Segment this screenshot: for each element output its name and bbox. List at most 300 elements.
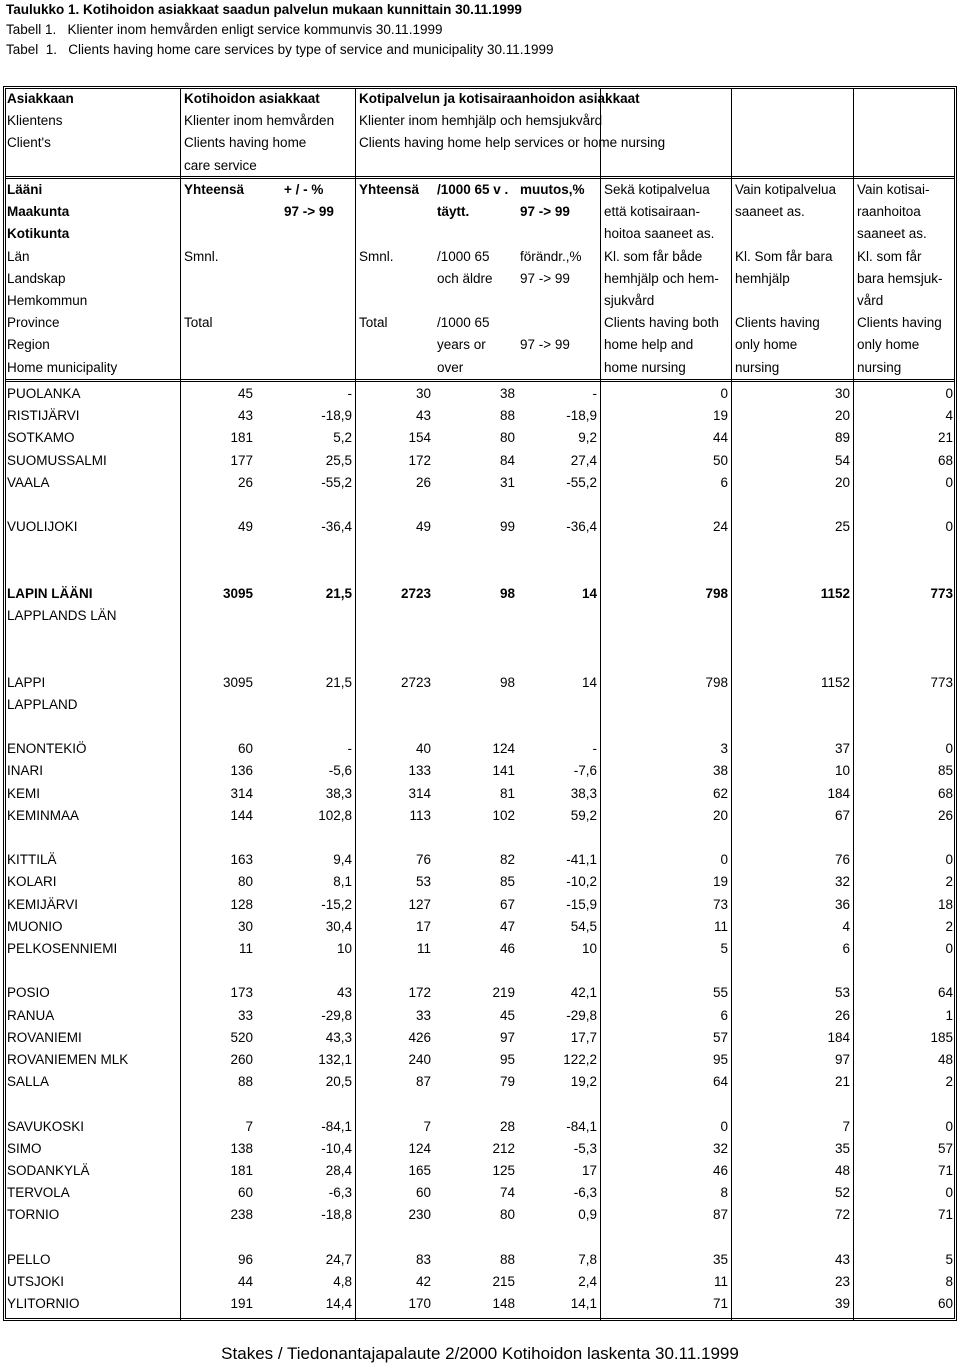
group-header-col1: Asiakkaan: [7, 91, 74, 106]
table-cell: 42: [415, 1274, 431, 1289]
table-cell: 45: [499, 1007, 515, 1023]
row-name: MUONIO: [7, 918, 63, 934]
table-cell: 7,8: [578, 1251, 597, 1267]
table-cell: 128: [230, 896, 253, 912]
table-cell: 2723: [400, 585, 431, 601]
table-cell: 0,9: [578, 1207, 597, 1223]
table-cell: 26: [834, 1007, 850, 1023]
table-cell: 36: [834, 896, 850, 912]
column-header-c7: nursing: [735, 359, 780, 375]
row-name: SALLA: [7, 1074, 50, 1090]
table-cell: -29,8: [321, 1007, 352, 1023]
table-cell: 60: [237, 741, 253, 757]
table-cell: 71: [937, 1207, 953, 1223]
footer-source: Stakes / Tiedonantajapalaute 2/2000 Kotihoidon laskenta 30.11.1999: [221, 1344, 739, 1363]
table-cell: 0: [945, 519, 953, 535]
column-header-region: Region: [7, 337, 50, 353]
table-cell: 88: [237, 1074, 253, 1090]
table-cell: -36,4: [566, 519, 597, 535]
table-cell: 24: [712, 519, 728, 535]
table-cell: 26: [237, 474, 253, 490]
column-header-c2: 97 -> 99: [284, 204, 334, 220]
table-cell: 0: [945, 386, 953, 401]
table-cell: 215: [492, 1274, 515, 1289]
table-cell: -15,9: [566, 896, 597, 912]
table-cell: 7: [245, 1118, 253, 1134]
table-cell: -6,3: [328, 1185, 352, 1201]
column-header-c8: Kl. som får: [857, 248, 922, 264]
column-header-c6: että kotisairaan-: [604, 204, 701, 220]
table-cell: 181: [230, 430, 253, 446]
table-cell: -15,2: [321, 896, 352, 912]
table-cell: 49: [237, 519, 253, 535]
row-name-secondary: LAPPLAND: [7, 696, 78, 712]
table-cell: 17: [581, 1163, 597, 1178]
table-cell: 85: [499, 874, 515, 890]
table-cell: 21: [834, 1074, 850, 1090]
column-header-c2: + / - %: [284, 182, 324, 197]
table-cell: 30: [237, 918, 253, 934]
table-cell: 23: [834, 1274, 850, 1289]
row-name: ROVANIEMEN MLK: [7, 1052, 129, 1067]
column-header-c4: over: [437, 359, 464, 375]
table-cell: 184: [827, 1029, 850, 1045]
table-cell: 49: [415, 519, 431, 535]
table-cell: 53: [834, 985, 850, 1001]
table-cell: 27,4: [570, 452, 597, 468]
table-cell: 10: [336, 941, 352, 956]
column-header-c8: bara hemsjuk-: [857, 270, 943, 286]
table-cell: 76: [834, 852, 850, 868]
table-cell: -10,4: [321, 1140, 352, 1156]
column-divider: [853, 88, 854, 1321]
table-cell: -7,6: [573, 763, 597, 779]
table-cell: -: [592, 386, 597, 401]
table-cell: 133: [408, 763, 431, 779]
group-header-col2: Clients having home: [184, 135, 307, 151]
column-header-c6: Sekä kotipalvelua: [604, 182, 710, 197]
column-header-region: Home municipality: [7, 359, 118, 375]
table-cell: 191: [230, 1296, 253, 1312]
column-header-c3: Yhteensä: [359, 182, 420, 197]
table-cell: 5: [720, 941, 728, 956]
column-header-c1: Yhteensä: [184, 182, 245, 197]
table-cell: 99: [499, 519, 515, 535]
table-cell: 7: [842, 1118, 850, 1134]
table-cell: -5,6: [328, 763, 352, 779]
column-header-c4: och äldre: [437, 270, 493, 286]
table-cell: 798: [705, 674, 728, 690]
table-cell: 2: [945, 874, 953, 890]
table-cell: 57: [937, 1140, 953, 1156]
table-cell: 80: [499, 1207, 515, 1223]
column-header-c5: 97 -> 99: [520, 270, 570, 286]
table-cell: 127: [408, 896, 431, 912]
table-cell: -10,2: [566, 874, 597, 890]
column-header-c5: 97 -> 99: [520, 337, 570, 353]
row-name: KOLARI: [7, 874, 57, 890]
column-header-c5: 97 -> 99: [520, 204, 570, 220]
table-cell: 40: [415, 741, 431, 757]
table-cell: 4: [842, 918, 850, 934]
table-cell: 0: [945, 741, 953, 757]
column-header-c6: hemhjälp och hem-: [604, 270, 719, 286]
table-cell: 17,7: [570, 1029, 597, 1045]
title-finnish: Taulukko 1. Kotihoidon asiakkaat saadun palvelun mukaan kunnittain 30.11.1999: [6, 2, 522, 17]
table-cell: 8,1: [333, 874, 352, 890]
table-cell: 43,3: [325, 1029, 352, 1045]
table-cell: 95: [499, 1052, 515, 1067]
table-cell: 17: [415, 918, 431, 934]
table-cell: 30: [834, 386, 850, 401]
row-name: KEMI: [7, 785, 41, 801]
table-cell: 96: [237, 1251, 253, 1267]
table-cell: 2: [945, 918, 953, 934]
table-cell: 35: [712, 1251, 728, 1267]
table-cell: 30,4: [325, 918, 352, 934]
column-header-c7: Kl. Som får bara: [735, 248, 833, 264]
table-cell: 74: [499, 1185, 515, 1201]
table-cell: 18: [937, 896, 953, 912]
table-cell: 80: [237, 874, 253, 890]
column-header-c4: täytt.: [437, 204, 470, 220]
table-cell: -29,8: [566, 1007, 597, 1023]
column-header-c6: Kl. som får både: [604, 248, 703, 264]
table-cell: 43: [415, 408, 431, 424]
table-cell: 185: [930, 1029, 953, 1045]
table-cell: 240: [408, 1052, 431, 1067]
table-cell: 57: [712, 1029, 728, 1045]
table-cell: 102,8: [318, 807, 352, 823]
table-cell: 141: [492, 763, 515, 779]
row-name: SIMO: [7, 1140, 42, 1156]
table-cell: 45: [237, 386, 253, 401]
table-cell: 1: [945, 1007, 953, 1023]
table-cell: 87: [712, 1207, 728, 1223]
table-cell: -36,4: [321, 519, 352, 535]
table-cell: 68: [937, 452, 953, 468]
table-cell: 80: [499, 430, 515, 446]
table-cell: 97: [834, 1052, 850, 1067]
table-cell: 10: [834, 763, 850, 779]
table-cell: 26: [415, 474, 431, 490]
table-cell: 102: [492, 807, 515, 823]
table-cell: 219: [492, 985, 515, 1001]
column-header-c7: Vain kotipalvelua: [735, 182, 837, 197]
table-cell: 38,3: [570, 785, 597, 801]
table-cell: 163: [230, 852, 253, 868]
table-cell: 72: [834, 1207, 850, 1223]
table-cell: 71: [937, 1163, 953, 1178]
table-cell: 7: [423, 1118, 431, 1134]
column-header-region: Län: [7, 248, 30, 264]
table-cell: 20: [712, 807, 728, 823]
table-cell: 60: [415, 1185, 431, 1201]
table-cell: 35: [834, 1140, 850, 1156]
table-cell: 33: [237, 1007, 253, 1023]
table-cell: 83: [415, 1251, 431, 1267]
row-name: TORNIO: [7, 1207, 60, 1223]
header-body-separator: [5, 379, 955, 382]
table-cell: 8: [720, 1185, 728, 1201]
table-cell: 32: [834, 874, 850, 890]
table-cell: 0: [720, 852, 728, 868]
table-cell: 81: [499, 785, 515, 801]
table-cell: 88: [499, 1251, 515, 1267]
table-cell: 124: [408, 1140, 431, 1156]
table-cell: -: [347, 386, 352, 401]
table-cell: 11: [713, 1274, 728, 1289]
table-cell: 0: [945, 474, 953, 490]
table-cell: 31: [499, 474, 515, 490]
table-cell: 14: [581, 585, 597, 601]
row-name-secondary: LAPPLANDS LÄN: [7, 608, 117, 623]
row-name: YLITORNIO: [7, 1296, 80, 1312]
column-header-c7: Clients having: [735, 315, 820, 331]
table-cell: 28: [499, 1118, 515, 1134]
table-cell: 68: [937, 785, 953, 801]
table-cell: -18,9: [321, 408, 352, 424]
table-cell: 48: [937, 1052, 953, 1067]
row-name: TERVOLA: [7, 1185, 70, 1201]
row-name: POSIO: [7, 985, 50, 1001]
table-cell: 230: [408, 1207, 431, 1223]
table-cell: 798: [705, 585, 728, 601]
column-header-c5: muutos,%: [520, 182, 585, 197]
title-swedish: Tabell 1. Klienter inom hemvården enligt service kommunvis 30.11.1999: [6, 22, 443, 37]
column-header-c7: saaneet as.: [735, 204, 805, 220]
table-cell: 6: [720, 474, 728, 490]
column-header-region: Province: [7, 315, 60, 331]
row-name: SOTKAMO: [7, 430, 75, 446]
table-cell: 55: [712, 985, 728, 1001]
table-cell: 238: [230, 1207, 253, 1223]
table-cell: 260: [230, 1052, 253, 1067]
table-cell: 173: [230, 985, 253, 1001]
table-cell: 14,4: [325, 1296, 352, 1312]
table-cell: 98: [499, 585, 515, 601]
table-cell: -55,2: [566, 474, 597, 490]
table-cell: 124: [492, 741, 515, 757]
table-cell: 172: [408, 452, 431, 468]
column-header-c4: /1000 65: [437, 315, 490, 331]
table-cell: 4: [945, 408, 953, 424]
column-header-c7: only home: [735, 337, 798, 353]
table-cell: 4,8: [333, 1274, 352, 1289]
table-cell: 773: [930, 585, 953, 601]
table-cell: 47: [499, 918, 515, 934]
row-name: KITTILÄ: [7, 852, 57, 868]
column-header-c8: only home: [857, 337, 920, 353]
table-cell: 24,7: [325, 1251, 352, 1267]
table-cell: 64: [712, 1074, 728, 1090]
table-cell: 42,1: [570, 985, 597, 1001]
table-cell: 136: [230, 763, 253, 779]
row-name: ENONTEKIÖ: [7, 741, 87, 757]
table-cell: 54: [834, 452, 850, 468]
group-header-col2: care service: [184, 157, 257, 173]
table-cell: 19: [712, 408, 728, 424]
table-cell: 165: [408, 1163, 431, 1178]
table-cell: 50: [712, 452, 728, 468]
table-cell: 43: [237, 408, 253, 424]
table-cell: 64: [937, 985, 953, 1001]
table-cell: -84,1: [566, 1118, 597, 1134]
column-header-c4: years or: [437, 337, 486, 353]
table-cell: 2,4: [578, 1274, 597, 1289]
column-header-c6: hoitoa saaneet as.: [604, 226, 715, 242]
table-cell: 8: [945, 1274, 953, 1289]
table-cell: 314: [408, 785, 431, 801]
table-cell: 20,5: [325, 1074, 352, 1090]
row-name: PELKOSENNIEMI: [7, 941, 118, 956]
table-cell: 314: [230, 785, 253, 801]
row-name: PUOLANKA: [7, 386, 81, 401]
row-name: RISTIJÄRVI: [7, 408, 80, 424]
group-header-col3: Clients having home help services or home nursing: [359, 135, 666, 151]
table-cell: 87: [415, 1074, 431, 1090]
column-header-c4: /1000 65: [437, 248, 490, 264]
table-cell: 138: [230, 1140, 253, 1156]
table-cell: 19: [712, 874, 728, 890]
table-cell: 14: [581, 674, 597, 690]
title-english: Tabel 1. Clients having home care services by type of service and municipality 30.11.1999: [6, 42, 554, 57]
row-name: INARI: [7, 763, 44, 779]
table-cell: 21: [937, 430, 953, 446]
table-cell: 0: [720, 386, 728, 401]
table-cell: 62: [712, 785, 728, 801]
table-cell: 5: [945, 1251, 953, 1267]
table-cell: 46: [712, 1163, 728, 1178]
table-cell: 125: [492, 1163, 515, 1178]
row-name: KEMINMAA: [7, 807, 80, 823]
row-name: SUOMUSSALMI: [7, 452, 107, 468]
table-cell: 44: [237, 1274, 253, 1289]
table-cell: 9,2: [578, 430, 597, 446]
table-cell: 38: [712, 763, 728, 779]
table-cell: 19,2: [570, 1074, 597, 1090]
row-name: UTSJOKI: [7, 1274, 65, 1289]
table-cell: 71: [712, 1296, 728, 1312]
table-cell: 67: [499, 896, 515, 912]
table-cell: -18,9: [566, 408, 597, 424]
table-cell: 181: [230, 1163, 253, 1178]
table-cell: 89: [834, 430, 850, 446]
table-cell: 20: [834, 408, 850, 424]
column-header-c8: Clients having: [857, 315, 942, 331]
table-cell: 122,2: [563, 1052, 597, 1067]
row-name: VAALA: [7, 474, 50, 490]
column-divider: [731, 88, 732, 1321]
table-cell: 82: [499, 852, 515, 868]
table-cell: 38,3: [325, 785, 352, 801]
row-name: VUOLIJOKI: [7, 519, 78, 535]
table-cell: 154: [408, 430, 431, 446]
table-cell: 85: [937, 763, 953, 779]
table-cell: 53: [415, 874, 431, 890]
table-cell: 44: [712, 430, 728, 446]
table-cell: 113: [409, 807, 431, 823]
column-header-region: Landskap: [7, 270, 66, 286]
table-cell: 212: [492, 1140, 515, 1156]
table-cell: 30: [415, 386, 431, 401]
table-cell: 6: [720, 1007, 728, 1023]
group-header-col3: Kotipalvelun ja kotisairaanhoidon asiakkaat: [359, 91, 640, 106]
table-cell: 54,5: [570, 918, 597, 934]
table-cell: -: [347, 741, 352, 757]
column-header-c7: hemhjälp: [735, 270, 790, 286]
column-header-c8: vård: [857, 293, 884, 308]
table-cell: 5,2: [333, 430, 352, 446]
row-name: SODANKYLÄ: [7, 1163, 90, 1178]
table-cell: 97: [499, 1029, 515, 1045]
table-cell: 520: [230, 1029, 253, 1045]
table-cell: 0: [945, 941, 953, 956]
table-cell: 25,5: [325, 452, 352, 468]
table-cell: 84: [499, 452, 515, 468]
table-cell: 52: [834, 1185, 850, 1201]
table-cell: -84,1: [321, 1118, 352, 1134]
table-cell: 11: [713, 918, 728, 934]
column-header-c6: sjukvård: [604, 293, 655, 308]
column-header-c6: home help and: [604, 337, 694, 353]
column-header-c4: /1000 65 v .: [437, 182, 509, 197]
group-header-col1: Client's: [7, 135, 51, 151]
table-cell: 0: [720, 1118, 728, 1134]
column-header-c8: Vain kotisai-: [857, 182, 930, 197]
table-cell: -6,3: [573, 1185, 597, 1201]
column-header-region: Kotikunta: [7, 226, 70, 242]
column-header-c5: förändr.,%: [520, 248, 582, 264]
column-header-region: Maakunta: [7, 204, 70, 220]
table-cell: 11: [416, 941, 431, 956]
row-name: SAVUKOSKI: [7, 1118, 85, 1134]
group-header-col2: Kotihoidon asiakkaat: [184, 91, 320, 106]
column-header-region: Lääni: [7, 182, 43, 197]
row-name: LAPIN LÄÄNI: [7, 585, 93, 601]
table-cell: 43: [336, 985, 352, 1001]
table-cell: 88: [499, 408, 515, 424]
group-header-col1: Klientens: [7, 113, 63, 129]
group-header-col2: Klienter inom hemvården: [184, 113, 335, 129]
table-cell: 148: [492, 1296, 515, 1312]
table-cell: 95: [712, 1052, 728, 1067]
row-name: PELLO: [7, 1251, 51, 1267]
table-cell: 60: [937, 1296, 953, 1312]
table-cell: -55,2: [321, 474, 352, 490]
table-cell: 2723: [400, 674, 431, 690]
table-cell: 0: [945, 1118, 953, 1134]
table-cell: 32: [712, 1140, 728, 1156]
table-cell: 59,2: [570, 807, 597, 823]
column-header-c8: saaneet as.: [857, 226, 927, 242]
table-cell: 3095: [222, 674, 253, 690]
row-name: LAPPI: [7, 674, 46, 690]
table-cell: 2: [945, 1074, 953, 1090]
table-cell: 6: [842, 941, 850, 956]
table-cell: 76: [415, 852, 431, 868]
row-name: ROVANIEMI: [7, 1029, 82, 1045]
column-header-c8: raanhoitoa: [857, 204, 921, 220]
table-cell: 10: [581, 941, 597, 956]
table-cell: -5,3: [573, 1140, 597, 1156]
table-cell: 177: [230, 452, 253, 468]
table-cell: 132,1: [318, 1052, 352, 1067]
column-divider: [600, 88, 601, 1321]
table-cell: 73: [712, 896, 728, 912]
table-cell: 43: [834, 1251, 850, 1267]
table-cell: 26: [937, 807, 953, 823]
